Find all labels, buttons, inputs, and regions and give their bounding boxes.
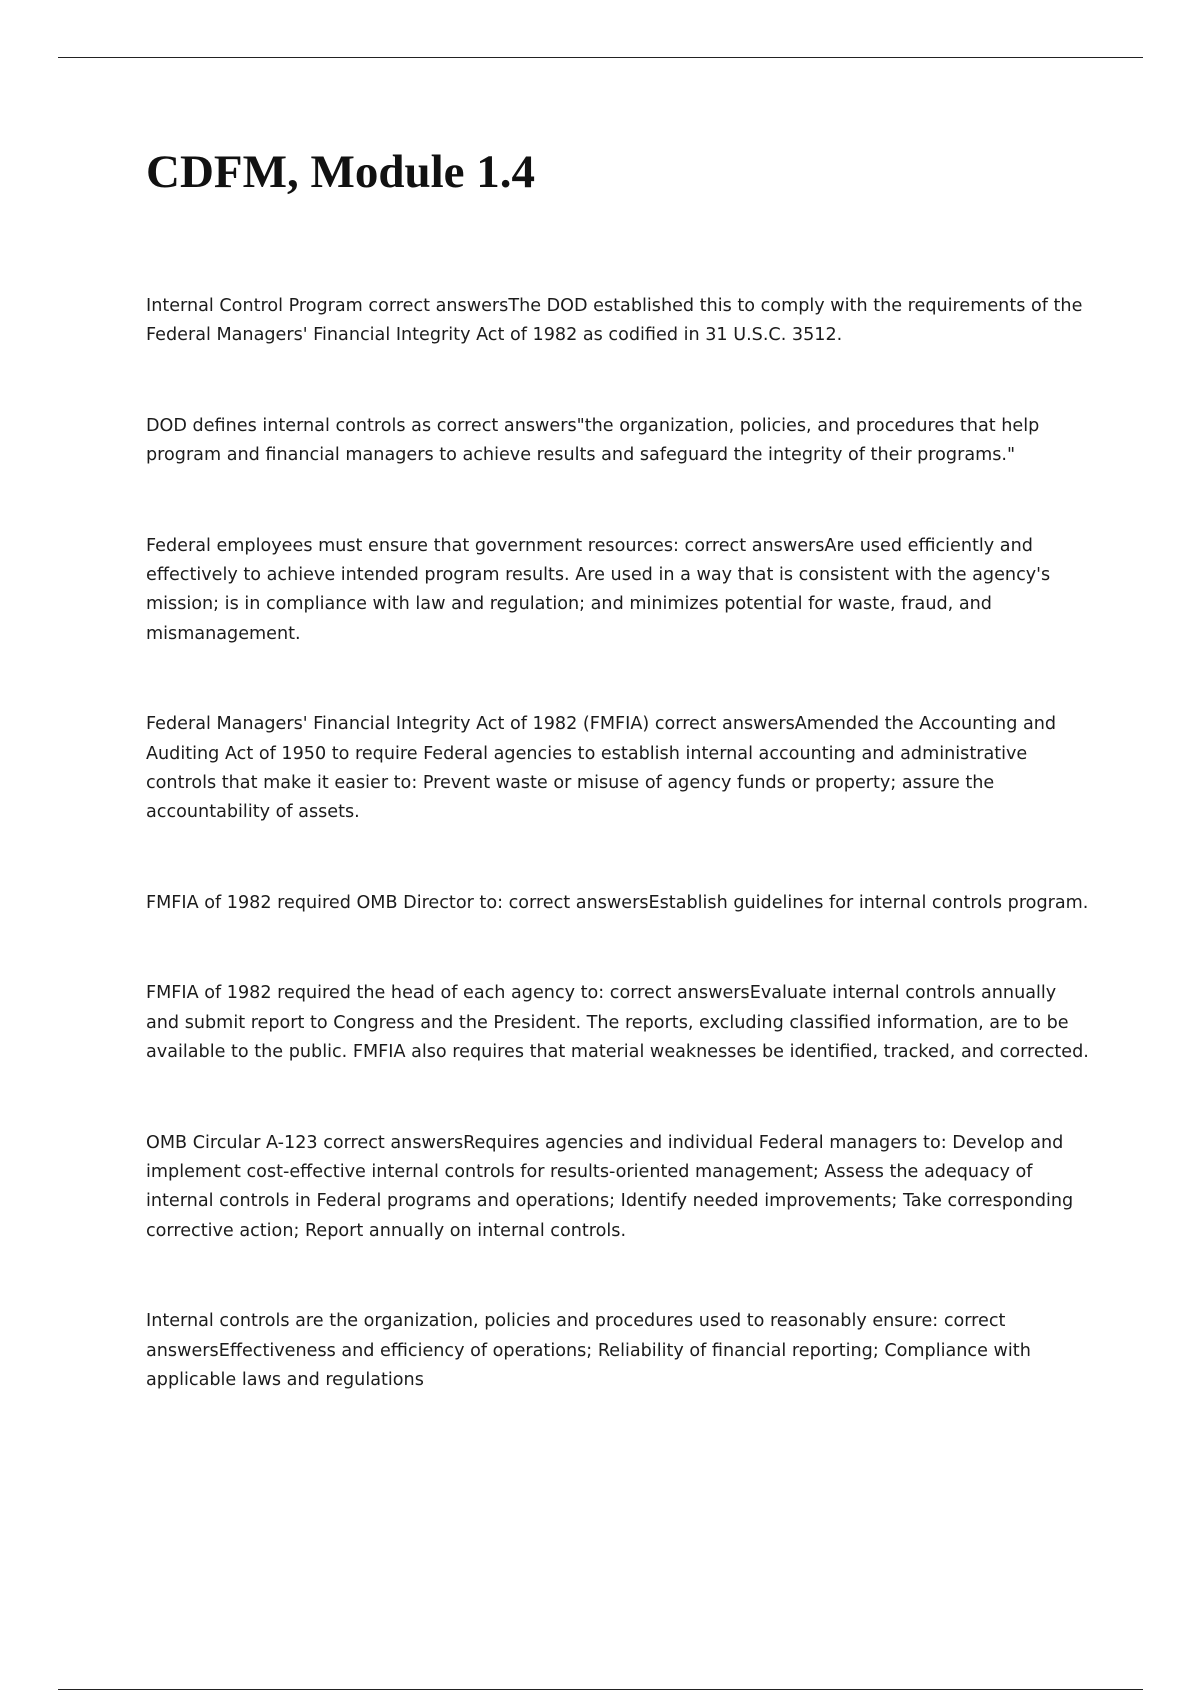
qa-entry-dod-internal-controls-definition: DOD defines internal controls as correct answers"the organization, policies, and procedures that help program and financial managers to achieve results and safeguard the integrity of their programs." <box>146 415 1040 466</box>
qa-entry-omb-circular-a123: OMB Circular A-123 correct answersRequires agencies and individual Federal managers to: Develop and implement cost-effective internal controls for results-oriented management; Assess the adequacy of internal controls in Federal programs and operations; Identify needed improvements; Take corresponding corrective action; Report annually on internal controls. <box>146 1132 1074 1241</box>
qa-entry-fmfia-omb-director: FMFIA of 1982 required OMB Director to: correct answersEstablish guidelines for internal controls program. <box>146 892 1089 913</box>
qa-entry-fmfia-agency-head: FMFIA of 1982 required the head of each agency to: correct answersEvaluate internal controls annually and submit report to Congress and the President. The reports, excluding classified information, are to be available to the public. FMFIA also requires that material weaknesses be identified, tracked, and corrected. <box>146 983 1089 1063</box>
top-rule <box>58 57 1143 58</box>
qa-entry-fmfia: Federal Managers' Financial Integrity Act of 1982 (FMFIA) correct answersAmended the Accounting and Auditing Act of 1950 to require Federal agencies to establish internal accounting and administrative controls that make it easier to: Prevent waste or misuse of agency funds or property; assure the accountability of assets. <box>146 714 1057 823</box>
qa-entry-internal-controls-ensure: Internal controls are the organization, policies and procedures used to reasonably ensure: correct answersEffectiveness and efficiency of operations; Reliability of financial reporting; Compliance with applicable laws and regulations <box>146 1311 1031 1390</box>
bottom-rule <box>58 1689 1143 1690</box>
page-title: CDFM, Module 1.4 <box>146 146 536 198</box>
qa-list <box>146 292 1091 1395</box>
qa-entry-internal-control-program: Internal Control Program correct answersThe DOD established this to comply with the requirements of the Federal Managers' Financial Integrity Act of 1982 as codified in 31 U.S.C. 3512. <box>146 296 1083 346</box>
qa-entry-government-resources: Federal employees must ensure that government resources: correct answersAre used efficiently and effectively to achieve intended program results. Are used in a way that is consistent with the agency's mission; is in compliance with law and regulation; and minimizes potential for waste, fraud, and mismanagement. <box>146 535 1051 644</box>
document-body <box>146 144 1091 1456</box>
